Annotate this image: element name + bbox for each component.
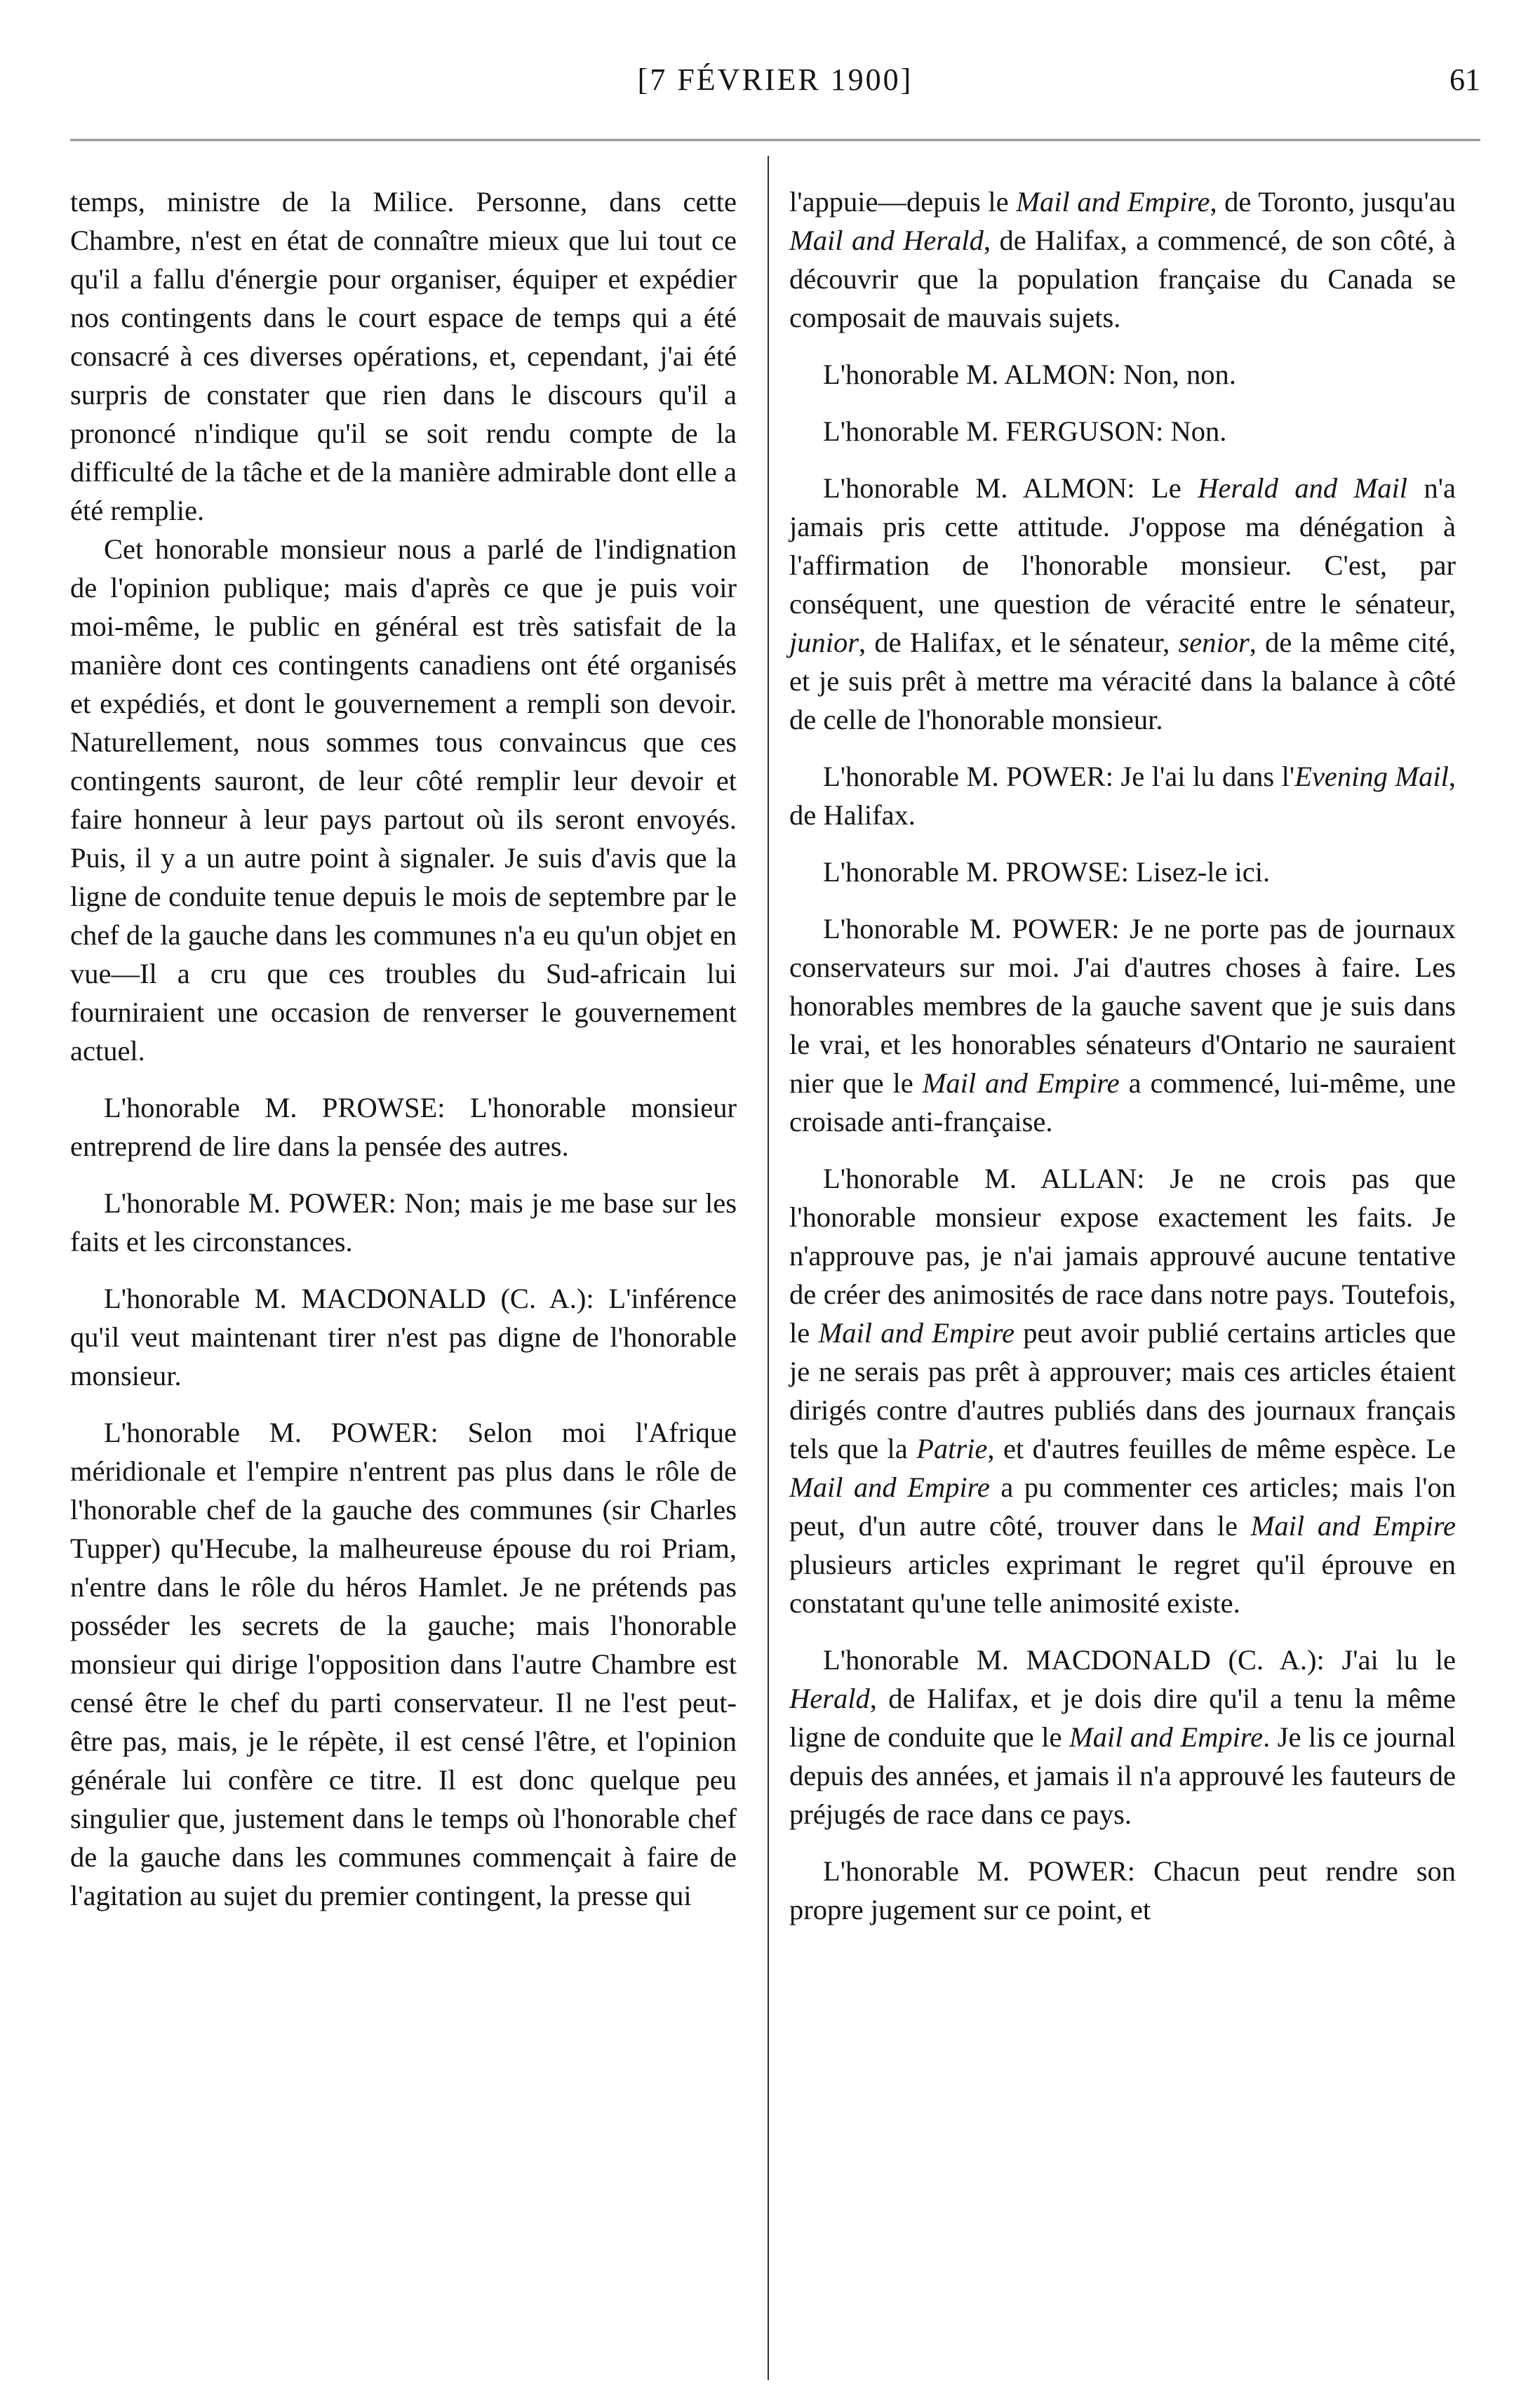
header-date: [7 FÉVRIER 1900] [637, 62, 913, 97]
paragraph: L'honorable M. POWER: Je l'ai lu dans l'Evening Mail, de Halifax. [789, 761, 1456, 831]
column-divider [768, 156, 769, 2380]
paragraph: L'honorable M. ALLAN: Je ne crois pas que l'honorable monsieur expose exactement les faits. Je n'approuve pas, je n'ai jamais approuvé aucune tentative de créer des animosités de race dans notre pays. Toutefois, le Mail and Empire peut avoir publié certains articles que je ne serais pas prêt à approuver; mais ces articles étaient dirigés contre d'autres publiés dans des journaux français tels que la Patrie, et d'autres feuilles de même espèce. Le Mail and Empire a pu commenter ces articles; mais l'on peut, d'un autre côté, trouver dans le Mail and Empire plusieurs articles exprimant le regret qu'il éprouve en constatant qu'une telle animosité existe. [789, 1163, 1457, 1619]
paragraph: L'honorable M. POWER: Non; mais je me base sur les faits et les circonstances. [70, 1187, 737, 1257]
paragraph: L'honorable M. ALMON: Le Herald and Mail n'a jamais pris cette attitude. J'oppose ma dénégation à l'affirmation de l'honorable monsieur. C'est, par conséquent, une question de véracité entre le sénateur, junior, de Halifax, et le sénateur, senior, de la même cité, et je suis prêt à mettre ma véracité dans la balance à côté de celle de l'honorable monsieur. [789, 472, 1457, 735]
paragraph: L'honorable M. PROWSE: Lisez-le ici. [823, 856, 1271, 888]
page-header [70, 62, 1480, 104]
paragraph: l'appuie—depuis le Mail and Empire, de Toronto, jusqu'au Mail and Herald, de Halifax, a commencé, de son côté, à découvrir que la population française du Canada se composait de mauvais sujets. [789, 186, 1456, 333]
paragraph: L'honorable M. POWER: Je ne porte pas de journaux conservateurs sur moi. J'ai d'autres choses à faire. Les honorables membres de la gauche savent que je suis dans le vrai, et les honorables sénateurs d'Ontario ne sauraient nier que le Mail and Empire a commencé, lui-même, une croisade anti-française. [789, 913, 1456, 1137]
paragraph: L'honorable M. MACDONALD (C. A.): L'inférence qu'il veut maintenant tirer n'est pas digne de l'honorable monsieur. [70, 1283, 737, 1391]
paragraph: L'honorable M. PROWSE: L'honorable monsieur entreprend de lire dans la pensée des autres. [70, 1092, 737, 1162]
right-column [789, 182, 1456, 1929]
paragraph: L'honorable M. FERGUSON: Non. [823, 415, 1227, 447]
left-column [70, 182, 737, 1915]
header-rule [70, 139, 1480, 141]
paragraph: L'honorable M. POWER: Chacun peut rendre son propre jugement sur ce point, et [789, 1855, 1456, 1925]
paragraph: L'honorable M. MACDONALD (C. A.): J'ai lu le Herald, de Halifax, et je dois dire qu'il a tenu la même ligne de conduite que le Mail and Empire. Je lis ce journal depuis des années, et jamais il n'a approuvé les fauteurs de préjugés de race dans ce pays. [789, 1644, 1456, 1830]
page-number: 61 [1449, 62, 1480, 97]
paragraph: L'honorable M. ALMON: Non, non. [823, 359, 1236, 390]
paragraph: temps, ministre de la Milice. Personne, dans cette Chambre, n'est en état de connaître mieux que lui tout ce qu'il a fallu d'énergie pour organiser, équiper et expédier nos contingents dans le court espace de temps qui a été consacré à ces diverses opérations, et, cependant, j'ai été surpris de constater que rien dans le discours qu'il a prononcé n'indique qu'il se soit rendu compte de la difficulté de la tâche et de la manière admirable dont elle a été remplie. [70, 186, 737, 526]
paragraph: L'honorable M. POWER: Selon moi l'Afrique méridionale et l'empire n'entrent pas plus dans le rôle de l'honorable chef de la gauche des communes (sir Charles Tupper) qu'Hecube, la malheureuse épouse du roi Priam, n'entre dans le rôle du héros Hamlet. Je ne prétends pas posséder les secrets de la gauche; mais l'honorable monsieur qui dirige l'opposition dans l'autre Chambre est censé être le chef du parti conservateur. Il ne l'est peut-être pas, mais, je le répète, il est censé l'être, et l'opinion générale lui confère ce titre. Il est donc quelque peu singulier que, justement dans le temps où l'honorable chef de la gauche dans les communes commençait à faire de l'agitation au sujet du premier contingent, la presse qui [70, 1417, 737, 1911]
paragraph: Cet honorable monsieur nous a parlé de l'indignation de l'opinion publique; mais d'après ce que je puis voir moi-même, le public en général est très satisfait de la manière dont ces contingents canadiens ont été organisés et expédiés, et dont le gouvernement a rempli son devoir. Naturellement, nous sommes tous convaincus que ces contingents sauront, de leur côté remplir leur devoir et faire honneur à leur pays partout où ils seront envoyés. Puis, il y a un autre point à signaler. Je suis d'avis que la ligne de conduite tenue depuis le mois de septembre par le chef de la gauche dans les communes n'a eu qu'un objet en vue—Il a cru que ces troubles du Sud-africain lui fourniraient une occasion de renverser le gouvernement actuel. [70, 533, 737, 1067]
